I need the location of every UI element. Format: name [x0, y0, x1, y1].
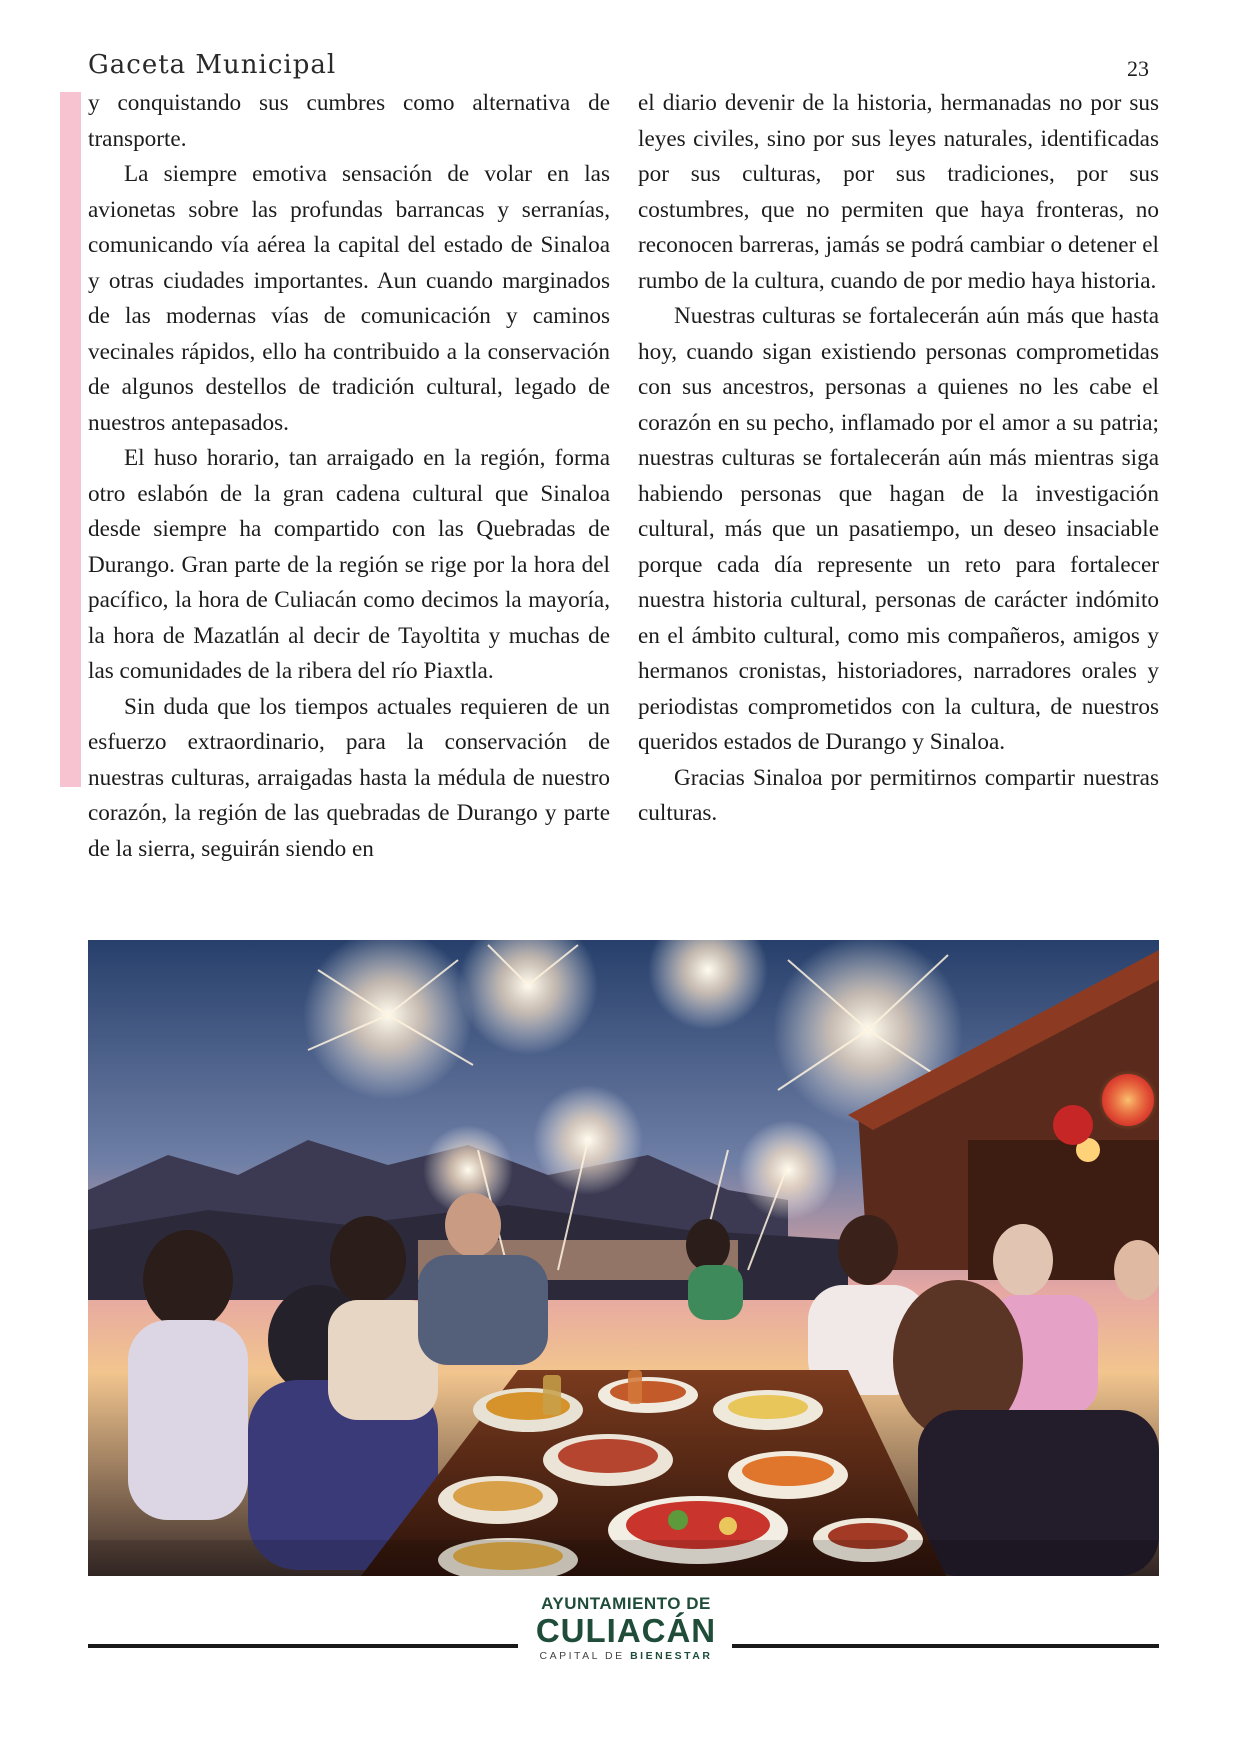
paragraph: Gracias Sinaloa por permitirnos compartir nuestras culturas. — [638, 764, 1159, 826]
logo-line-ayuntamiento: AYUNTAMIENTO DE — [541, 1594, 711, 1613]
footer-rule-right — [732, 1644, 1159, 1648]
right-text-column — [638, 86, 1159, 832]
paragraph: y conquistando sus cumbres como alternativa de transporte. — [88, 90, 610, 152]
logo-tagline — [520, 1650, 732, 1662]
festive-dinner-fireworks-photo — [88, 940, 1159, 1576]
paragraph: La siempre emotiva sensación de volar en las avionetas sobre las profundas barrancas y serranías, comunicando vía aérea la capital del estado de Sinaloa y otras ciudades importantes. Aun cuando marginados de las modernas vías de comunicación y caminos vecinales rápidos, ello ha contribuido a la conservación de algunos destellos de tradición cultural, legado de nuestros antepasados. — [88, 161, 610, 436]
logo-tagline-a: CAPITAL DE — [539, 1650, 625, 1662]
logo-tagline-b: BIENESTAR — [630, 1650, 713, 1662]
left-text-column — [88, 86, 610, 867]
page-number: 23 — [1127, 56, 1149, 81]
paragraph: Sin duda que los tiempos actuales requieren de un esfuerzo extraordinario, para la conservación de nuestras culturas, arraigadas hasta la médula de nuestro corazón, la región de las quebradas de Durango y parte de la sierra, seguirán siendo en — [88, 693, 610, 862]
footer-rule-left — [88, 1644, 518, 1648]
ayuntamiento-culiacan-logo — [520, 1594, 732, 1662]
gazette-title: Gaceta Municipal — [88, 50, 337, 80]
paragraph: Nuestras culturas se fortalecerán aún más que hasta hoy, cuando sigan existiendo personas comprometidas con sus ancestros, personas a quienes no les cabe el corazón en su pecho, inflamado por el amor a su patria; nuestras culturas se fortalecerán aún más mientras siga habiendo personas que hagan de la investigación cultural, más que un pasatiempo, un deseo insaciable porque cada día represente un reto para fortalecer nuestra historia cultural, personas de carácter indómito en el ámbito cultural, como mis compañeros, amigos y hermanos cronistas, historiadores, narradores orales y periodistas comprometidos con la cultura, de nuestros queridos estados de Durango y Sinaloa. — [638, 303, 1159, 755]
logo-line-culiacan: CULIACÁN — [535, 1612, 717, 1649]
pink-accent-bar — [60, 92, 81, 787]
paragraph: el diario devenir de la historia, hermanadas no por sus leyes civiles, sino por sus leyes naturales, identificadas por sus culturas, por sus tradiciones, por sus costumbres, que no permiten que haya fronteras, no reconocen barreras, jamás se podrá cambiar o detener el rumbo de la cultura, cuando de por medio haya historia. — [638, 90, 1159, 294]
paragraph: El huso horario, tan arraigado en la región, forma otro eslabón de la gran cadena cultural que Sinaloa desde siempre ha compartido con las Quebradas de Durango. Gran parte de la región se rige por la hora del pacífico, la hora de Culiacán como decimos la mayoría, la hora de Mazatlán al decir de Tayoltita y muchas de las comunidades de la ribera del río Piaxtla. — [88, 445, 610, 684]
